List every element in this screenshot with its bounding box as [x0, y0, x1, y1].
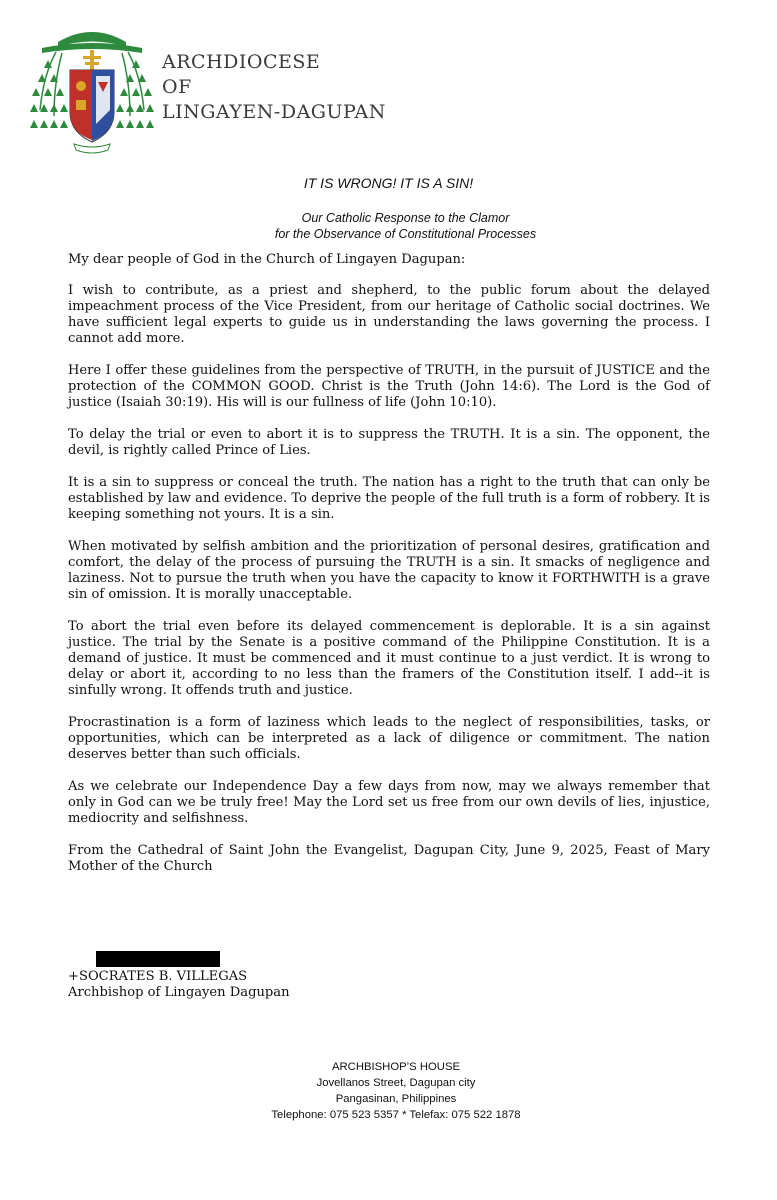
header-line-2: OF	[162, 76, 192, 98]
letter-body	[68, 252, 710, 891]
archdiocese-name	[162, 50, 386, 125]
footer-line-1: ARCHBISHOP’S HOUSE	[331, 1061, 461, 1073]
header-line-1: ARCHDIOCESE	[162, 51, 321, 73]
signatory-name: +SOCRATES B. VILLEGAS	[68, 969, 248, 984]
paragraph: Here I offer these guidelines from the perspective of TRUTH, in the pursuit of JUSTICE and the protection of the COMMON GOOD. Christ is the Truth (John 14:6). The Lord is the God of justice (Isaiah 30:19). His will is our fullness of life (John 10:10).	[68, 363, 710, 410]
paragraph: Procrastination is a form of laziness which leads to the neglect of responsibilities, tasks, or opportunities, which can be interpreted as a lack of diligence or commitment. The nation deserves better than such officials.	[68, 715, 710, 762]
paragraph: To abort the trial even before its delayed commencement is deplorable. It is a sin against justice. The trial by the Senate is a positive command of the Philippine Constitution. It is a demand of justice. It must be commenced and it must continue to a just verdict. It is wrong to delay or abort it, according to no less than the framers of the Constitution itself. I add--it is sinfully wrong. It offends truth and justice.	[68, 619, 710, 698]
paragraph: It is a sin to suppress or conceal the truth. The nation has a right to the truth that can only be established by law and evidence. To deprive the people of the full truth is a form of robbery. It is keeping something not yours. It is a sin.	[68, 475, 710, 522]
paragraph: To delay the trial or even to abort it is to suppress the TRUTH. It is a sin. The opponent, the devil, is rightly called Prince of Lies.	[68, 427, 710, 458]
signature-block	[68, 969, 290, 1001]
subtitle-line-2: for the Observance of Constitutional Processes	[274, 227, 537, 241]
coat-of-arms-icon	[28, 20, 156, 158]
document-subtitle	[0, 210, 777, 242]
redacted-signature	[96, 951, 220, 967]
paragraph: When motivated by selfish ambition and the prioritization of personal desires, gratification and comfort, the delay of the process of pursuing the TRUTH is a sin. It smacks of negligence and laziness. Not to pursue the truth when you have the capacity to know it FORTHWITH is a grave sin of omission. It is morally unacceptable.	[68, 539, 710, 602]
footer-line-3: Pangasinan, Philippines	[335, 1093, 457, 1105]
closing-place-date: From the Cathedral of Saint John the Evangelist, Dagupan City, June 9, 2025, Feast of Mary Mother of the Church	[68, 843, 710, 874]
footer-line-2: Jovellanos Street, Dagupan city	[316, 1077, 476, 1089]
header-line-3: LINGAYEN-DAGUPAN	[162, 101, 386, 123]
greeting: My dear people of God in the Church of Lingayen Dagupan:	[68, 252, 466, 267]
paragraph: As we celebrate our Independence Day a few days from now, may we always remember that only in God can we be truly free! May the Lord set us free from our own devils of lies, injustice, mediocrity and selfishness.	[68, 779, 710, 826]
document-title: IT IS WRONG! IT IS A SIN!	[303, 175, 474, 191]
letterhead-footer	[0, 1059, 777, 1123]
subtitle-line-1: Our Catholic Response to the Clamor	[301, 211, 510, 225]
paragraph: I wish to contribute, as a priest and shepherd, to the public forum about the delayed impeachment process of the Vice President, from our heritage of Catholic social doctrines. We have sufficient legal experts to guide us in understanding the laws governing the process. I cannot add more.	[68, 283, 710, 346]
footer-line-4: Telephone: 075 523 5357 * Telefax: 075 522 1878	[271, 1109, 521, 1121]
signatory-title: Archbishop of Lingayen Dagupan	[68, 985, 290, 1000]
